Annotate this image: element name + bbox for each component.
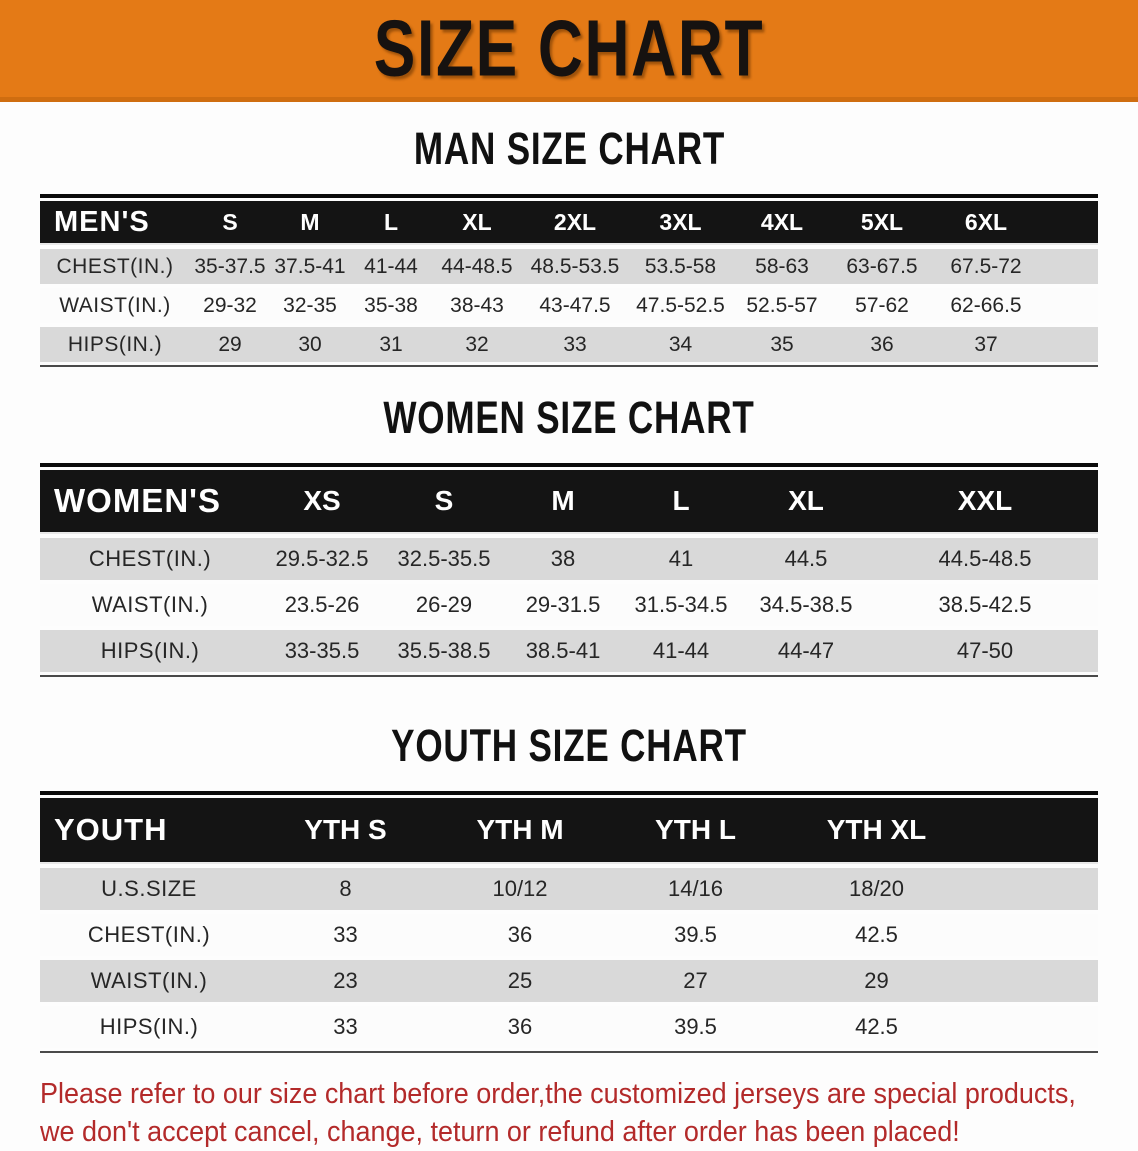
table-header-row bbox=[40, 470, 1098, 534]
size-value-cell: 47.5-52.5 bbox=[628, 284, 733, 323]
size-value-cell: 18/20 bbox=[784, 864, 1098, 910]
size-column-header: M bbox=[270, 201, 350, 245]
size-value-cell: 34.5-38.5 bbox=[740, 580, 872, 626]
size-value-cell: 47-50 bbox=[872, 626, 1098, 672]
size-value-cell: 44.5 bbox=[740, 534, 872, 580]
table-row bbox=[40, 956, 1098, 1002]
size-column-header: 6XL bbox=[933, 201, 1098, 245]
size-value-cell: 29-32 bbox=[190, 284, 270, 323]
size-value-cell: 36 bbox=[831, 323, 933, 362]
size-value-cell: 31 bbox=[350, 323, 432, 362]
size-value-cell: 35 bbox=[733, 323, 831, 362]
size-value-cell: 29-31.5 bbox=[504, 580, 622, 626]
size-value-cell: 41-44 bbox=[350, 245, 432, 284]
row-label: HIPS(IN.) bbox=[40, 626, 260, 672]
order-disclaimer-note bbox=[40, 1075, 1120, 1151]
size-value-cell: 33-35.5 bbox=[260, 626, 384, 672]
size-value-cell: 67.5-72 bbox=[933, 245, 1098, 284]
women-section-heading bbox=[0, 393, 1138, 443]
size-value-cell: 29 bbox=[190, 323, 270, 362]
table-bottom-border bbox=[40, 1051, 1098, 1053]
row-label: CHEST(IN.) bbox=[40, 245, 190, 284]
size-column-header: XL bbox=[740, 470, 872, 534]
size-table-grid bbox=[40, 470, 1098, 672]
size-column-header: XL bbox=[432, 201, 522, 245]
size-value-cell: 53.5-58 bbox=[628, 245, 733, 284]
table-row bbox=[40, 534, 1098, 580]
youth-section-heading bbox=[0, 721, 1138, 771]
table-row bbox=[40, 626, 1098, 672]
row-label: WAIST(IN.) bbox=[40, 284, 190, 323]
size-column-header: YTH XL bbox=[784, 798, 1098, 864]
row-label: CHEST(IN.) bbox=[40, 910, 258, 956]
table-row bbox=[40, 864, 1098, 910]
table-corner-label: YOUTH bbox=[40, 798, 258, 864]
men-section bbox=[0, 124, 1138, 367]
disclaimer-line-1: Please refer to our size chart before order,the customized jerseys are special products, bbox=[40, 1078, 1076, 1110]
size-column-header: XXL bbox=[872, 470, 1098, 534]
size-value-cell: 33 bbox=[522, 323, 628, 362]
table-bottom-border bbox=[40, 365, 1098, 367]
table-header-row bbox=[40, 201, 1098, 245]
table-corner-label: WOMEN'S bbox=[40, 470, 260, 534]
size-value-cell: 25 bbox=[433, 956, 607, 1002]
size-value-cell: 39.5 bbox=[607, 1002, 784, 1048]
size-column-header: XS bbox=[260, 470, 384, 534]
size-value-cell: 27 bbox=[607, 956, 784, 1002]
size-column-header: YTH S bbox=[258, 798, 433, 864]
size-value-cell: 44.5-48.5 bbox=[872, 534, 1098, 580]
men-size-table bbox=[40, 194, 1098, 367]
youth-section-heading-text: YOUTH SIZE CHART bbox=[391, 720, 747, 771]
size-column-header: 4XL bbox=[733, 201, 831, 245]
row-label: U.S.SIZE bbox=[40, 864, 258, 910]
size-column-header: 5XL bbox=[831, 201, 933, 245]
size-value-cell: 35-37.5 bbox=[190, 245, 270, 284]
women-size-table bbox=[40, 463, 1098, 677]
size-value-cell: 38-43 bbox=[432, 284, 522, 323]
size-value-cell: 33 bbox=[258, 1002, 433, 1048]
size-column-header: YTH L bbox=[607, 798, 784, 864]
size-table-grid bbox=[40, 798, 1098, 1048]
size-value-cell: 52.5-57 bbox=[733, 284, 831, 323]
size-value-cell: 38 bbox=[504, 534, 622, 580]
size-value-cell: 44-48.5 bbox=[432, 245, 522, 284]
women-section-heading-text: WOMEN SIZE CHART bbox=[383, 392, 755, 443]
size-value-cell: 14/16 bbox=[607, 864, 784, 910]
size-value-cell: 42.5 bbox=[784, 910, 1098, 956]
size-value-cell: 42.5 bbox=[784, 1002, 1098, 1048]
size-value-cell: 29.5-32.5 bbox=[260, 534, 384, 580]
size-table-grid bbox=[40, 201, 1098, 362]
size-value-cell: 36 bbox=[433, 910, 607, 956]
size-value-cell: 43-47.5 bbox=[522, 284, 628, 323]
size-value-cell: 35.5-38.5 bbox=[384, 626, 504, 672]
table-top-border bbox=[40, 194, 1098, 198]
table-corner-label: MEN'S bbox=[40, 201, 190, 245]
banner bbox=[0, 0, 1138, 102]
size-column-header: S bbox=[384, 470, 504, 534]
women-section bbox=[0, 393, 1138, 677]
size-value-cell: 35-38 bbox=[350, 284, 432, 323]
size-value-cell: 58-63 bbox=[733, 245, 831, 284]
table-row bbox=[40, 580, 1098, 626]
size-value-cell: 33 bbox=[258, 910, 433, 956]
size-value-cell: 44-47 bbox=[740, 626, 872, 672]
row-label: WAIST(IN.) bbox=[40, 580, 260, 626]
size-value-cell: 30 bbox=[270, 323, 350, 362]
table-row bbox=[40, 284, 1098, 323]
size-value-cell: 38.5-41 bbox=[504, 626, 622, 672]
size-value-cell: 62-66.5 bbox=[933, 284, 1098, 323]
size-value-cell: 39.5 bbox=[607, 910, 784, 956]
size-value-cell: 10/12 bbox=[433, 864, 607, 910]
size-column-header: 3XL bbox=[628, 201, 733, 245]
size-value-cell: 41-44 bbox=[622, 626, 740, 672]
size-value-cell: 23.5-26 bbox=[260, 580, 384, 626]
men-section-heading-text: MAN SIZE CHART bbox=[413, 123, 725, 174]
youth-size-table bbox=[40, 791, 1098, 1053]
page-title: SIZE CHART bbox=[373, 3, 765, 93]
table-top-border bbox=[40, 463, 1098, 467]
size-value-cell: 37.5-41 bbox=[270, 245, 350, 284]
size-column-header: L bbox=[622, 470, 740, 534]
size-column-header: YTH M bbox=[433, 798, 607, 864]
size-value-cell: 32 bbox=[432, 323, 522, 362]
row-label: HIPS(IN.) bbox=[40, 1002, 258, 1048]
table-row bbox=[40, 910, 1098, 956]
size-value-cell: 38.5-42.5 bbox=[872, 580, 1098, 626]
size-value-cell: 37 bbox=[933, 323, 1098, 362]
table-row bbox=[40, 1002, 1098, 1048]
size-value-cell: 32.5-35.5 bbox=[384, 534, 504, 580]
size-value-cell: 57-62 bbox=[831, 284, 933, 323]
table-row bbox=[40, 245, 1098, 284]
size-value-cell: 26-29 bbox=[384, 580, 504, 626]
size-value-cell: 8 bbox=[258, 864, 433, 910]
size-column-header: 2XL bbox=[522, 201, 628, 245]
row-label: WAIST(IN.) bbox=[40, 956, 258, 1002]
table-row bbox=[40, 323, 1098, 362]
size-value-cell: 31.5-34.5 bbox=[622, 580, 740, 626]
size-value-cell: 41 bbox=[622, 534, 740, 580]
size-value-cell: 32-35 bbox=[270, 284, 350, 323]
row-label: HIPS(IN.) bbox=[40, 323, 190, 362]
size-value-cell: 63-67.5 bbox=[831, 245, 933, 284]
size-value-cell: 34 bbox=[628, 323, 733, 362]
table-bottom-border bbox=[40, 675, 1098, 677]
size-value-cell: 48.5-53.5 bbox=[522, 245, 628, 284]
size-column-header: M bbox=[504, 470, 622, 534]
size-column-header: S bbox=[190, 201, 270, 245]
size-value-cell: 29 bbox=[784, 956, 1098, 1002]
table-header-row bbox=[40, 798, 1098, 864]
table-top-border bbox=[40, 791, 1098, 795]
size-value-cell: 23 bbox=[258, 956, 433, 1002]
size-value-cell: 36 bbox=[433, 1002, 607, 1048]
youth-section bbox=[0, 721, 1138, 1053]
row-label: CHEST(IN.) bbox=[40, 534, 260, 580]
disclaimer-line-2: we don't accept cancel, change, teturn or refund after order has been placed! bbox=[40, 1116, 960, 1148]
men-section-heading bbox=[0, 124, 1138, 174]
size-column-header: L bbox=[350, 201, 432, 245]
